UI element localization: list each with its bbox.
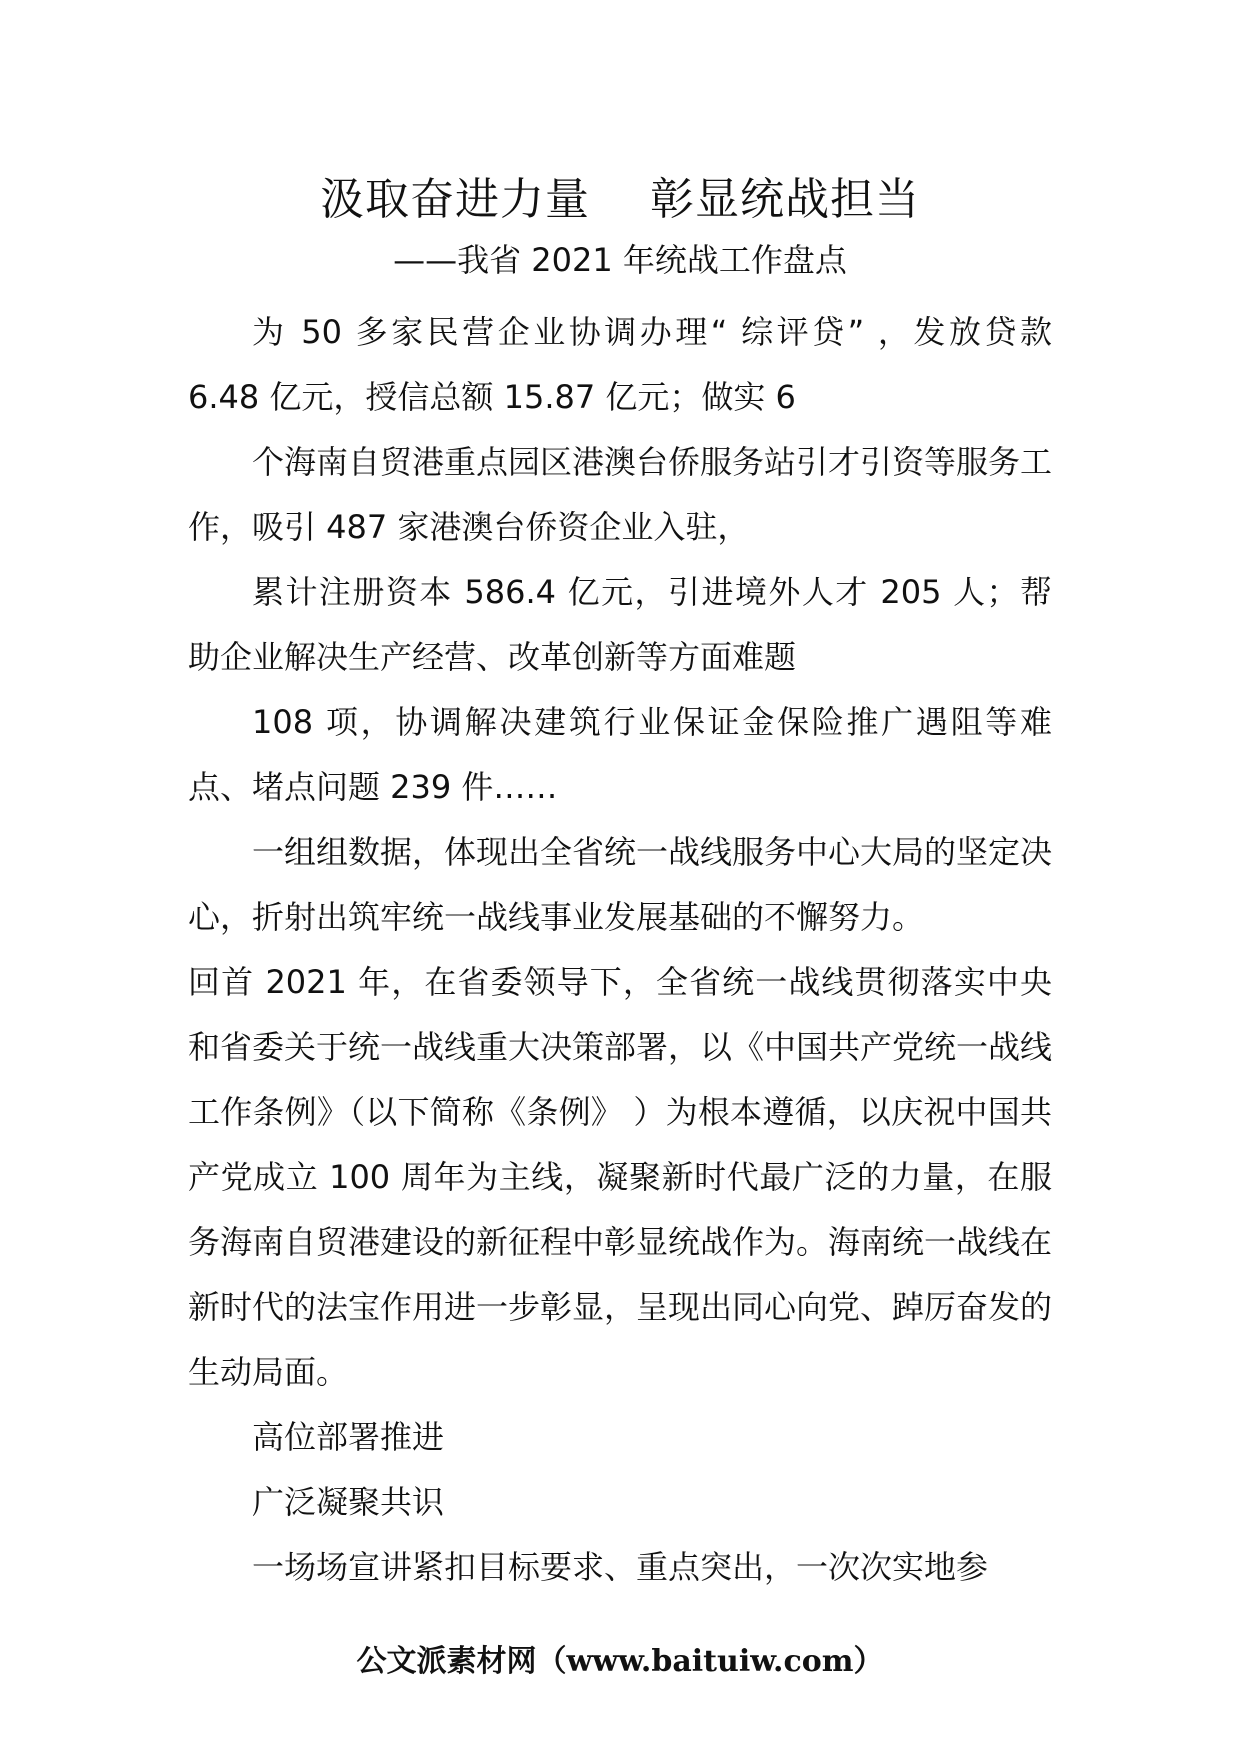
document-title: 汲取奋进力量 彰显统战担当 [320, 174, 920, 225]
paragraph-problems-solved: 108 项，协调解决建筑行业保证金保险推广遇阻等难点、堵点问题 239 件…… [188, 703, 1052, 806]
paragraph-loan-data: 为 50 多家民营企业协调办理“ 综评贷” ，发放贷款 6.48 亿元，授信总额 15.87 亿元；做实 6 [188, 313, 1052, 416]
document-body [188, 300, 1052, 1600]
footer-watermark: 公文派素材网（www.baituiw.com） [356, 1644, 884, 1679]
document-subtitle: ——我省 2021 年统战工作盘点 [393, 241, 847, 279]
paragraph-service-stations: 个海南自贸港重点园区港澳台侨服务站引才引资等服务工作，吸引 487 家港澳台侨资企业入驻， [188, 443, 1053, 546]
paragraph-registered-capital: 累计注册资本 586.4 亿元，引进境外人才 205 人；帮助企业解决生产经营、改革创新等方面难题 [188, 573, 1052, 676]
paragraph-lectures: 一场场宣讲紧扣目标要求、重点突出，一次次实地参 [252, 1548, 989, 1586]
paragraph-review-2021: 回首 2021 年，在省委领导下，全省统一战线贯彻落实中央和省委关于统一战线重大决策部署，以《中国共产党统一战线工作条例》（以下简称《条例》 ）为根本遵循，以庆祝中国共产党成立 100 周年为主线，凝聚新时代最广泛的力量，在服务海南自贸港建设的新征程中彰显统战作为。海南统一战线在新时代的法宝作用进一步彰显，呈现出同心向党、踔厉奋发的生动局面。 [188, 963, 1053, 1391]
section-heading-deployment: 高位部署推进 [252, 1418, 445, 1456]
section-heading-consensus: 广泛凝聚共识 [252, 1483, 445, 1521]
paragraph-data-summary: 一组组数据，体现出全省统一战线服务中心大局的坚定决心，折射出筑牢统一战线事业发展基础的不懈努力。 [188, 833, 1053, 936]
